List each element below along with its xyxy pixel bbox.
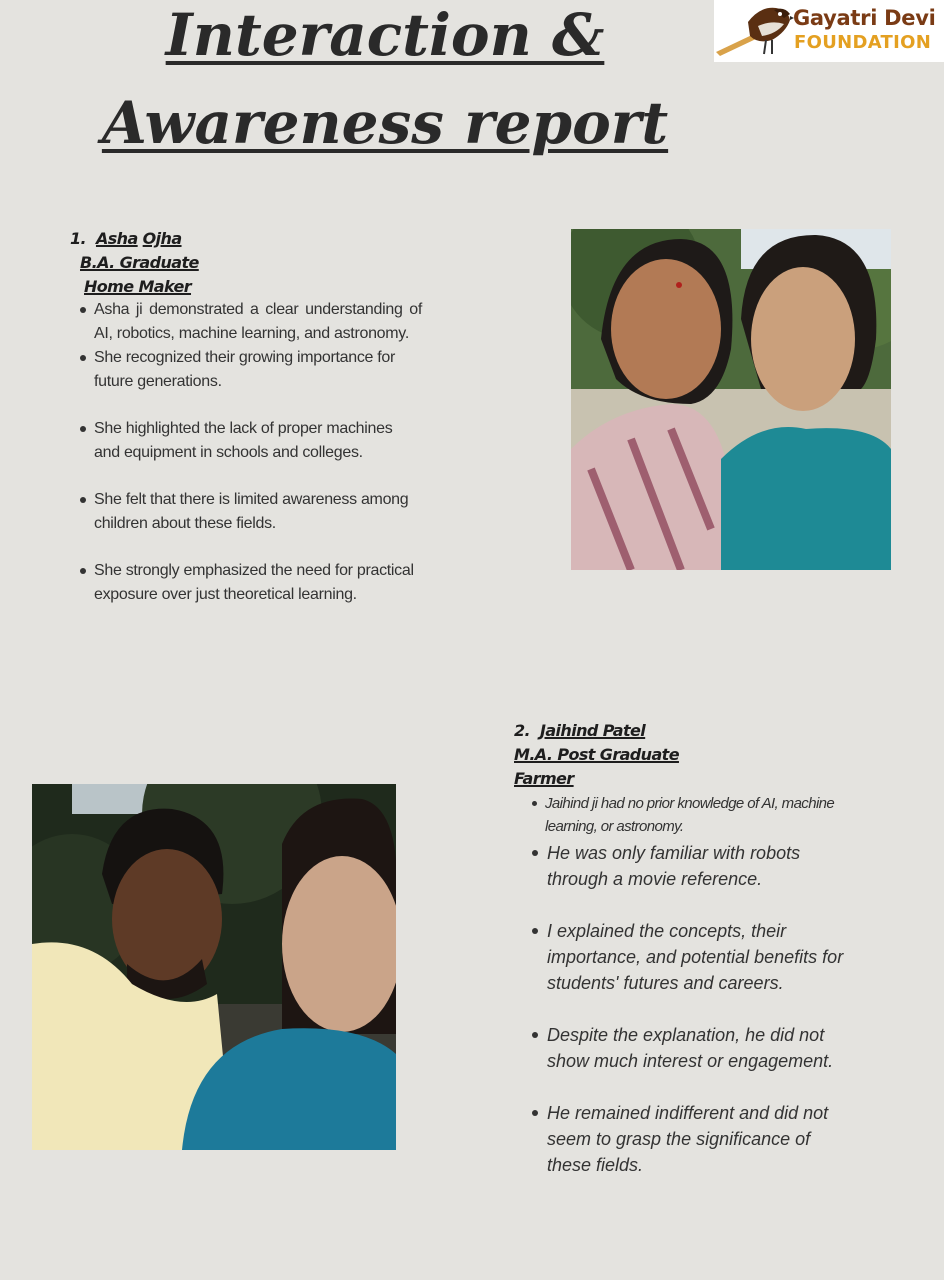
list-item: Asha ji demonstrated a clear understanding of AI, robotics, machine learning, and astronomy. bbox=[72, 298, 422, 346]
list-item: She felt that there is limited awareness among children about these fields. bbox=[72, 488, 422, 536]
person-1-qualification: B.A. Graduate bbox=[80, 253, 199, 272]
bird-icon bbox=[714, 0, 794, 62]
page-title-line-2: Awareness report bbox=[101, 89, 669, 157]
person-2-occupation: Farmer bbox=[514, 769, 574, 788]
list-item: She recognized their growing importance for future generations. bbox=[72, 346, 422, 394]
list-item: She strongly emphasized the need for practical exposure over just theoretical learning. bbox=[72, 559, 422, 607]
person-1-name-line bbox=[70, 227, 199, 251]
person-2-name: Jaihind Patel bbox=[539, 721, 646, 740]
person-1-first-name: Asha bbox=[95, 229, 138, 248]
list-item: He remained indifferent and did not seem to grasp the significance of these fields. bbox=[528, 1100, 858, 1178]
person-2-points bbox=[528, 792, 858, 1178]
foundation-logo bbox=[714, 0, 944, 62]
logo-subtitle: FOUNDATION bbox=[794, 32, 932, 53]
list-item: Jaihind ji had no prior knowledge of AI, machine learning, or astronomy. bbox=[528, 792, 858, 838]
person-1-occupation: Home Maker bbox=[84, 277, 192, 296]
person-1-points bbox=[72, 298, 422, 607]
person-2-qualification: M.A. Post Graduate bbox=[514, 745, 679, 764]
page-title-line-1: Interaction & bbox=[165, 1, 605, 69]
person-2-name-line bbox=[514, 719, 679, 743]
list-item: She highlighted the lack of proper machines and equipment in schools and colleges. bbox=[72, 417, 422, 465]
list-item: He was only familiar with robots through a movie reference. bbox=[528, 840, 858, 892]
person-2-selfie-photo bbox=[32, 784, 396, 1150]
person-2-header bbox=[514, 719, 679, 791]
person-1-selfie-photo bbox=[571, 229, 891, 570]
person-1-last-name: Ojha bbox=[142, 229, 182, 248]
list-item: Despite the explanation, he did not show much interest or engagement. bbox=[528, 1022, 858, 1074]
list-item: I explained the concepts, their importance, and potential benefits for students' futures and careers. bbox=[528, 918, 858, 996]
logo-name: Gayatri Devi bbox=[793, 6, 936, 30]
person-2-number: 2. bbox=[514, 721, 531, 740]
person-1-header bbox=[70, 227, 199, 299]
person-1-number: 1. bbox=[70, 229, 87, 248]
